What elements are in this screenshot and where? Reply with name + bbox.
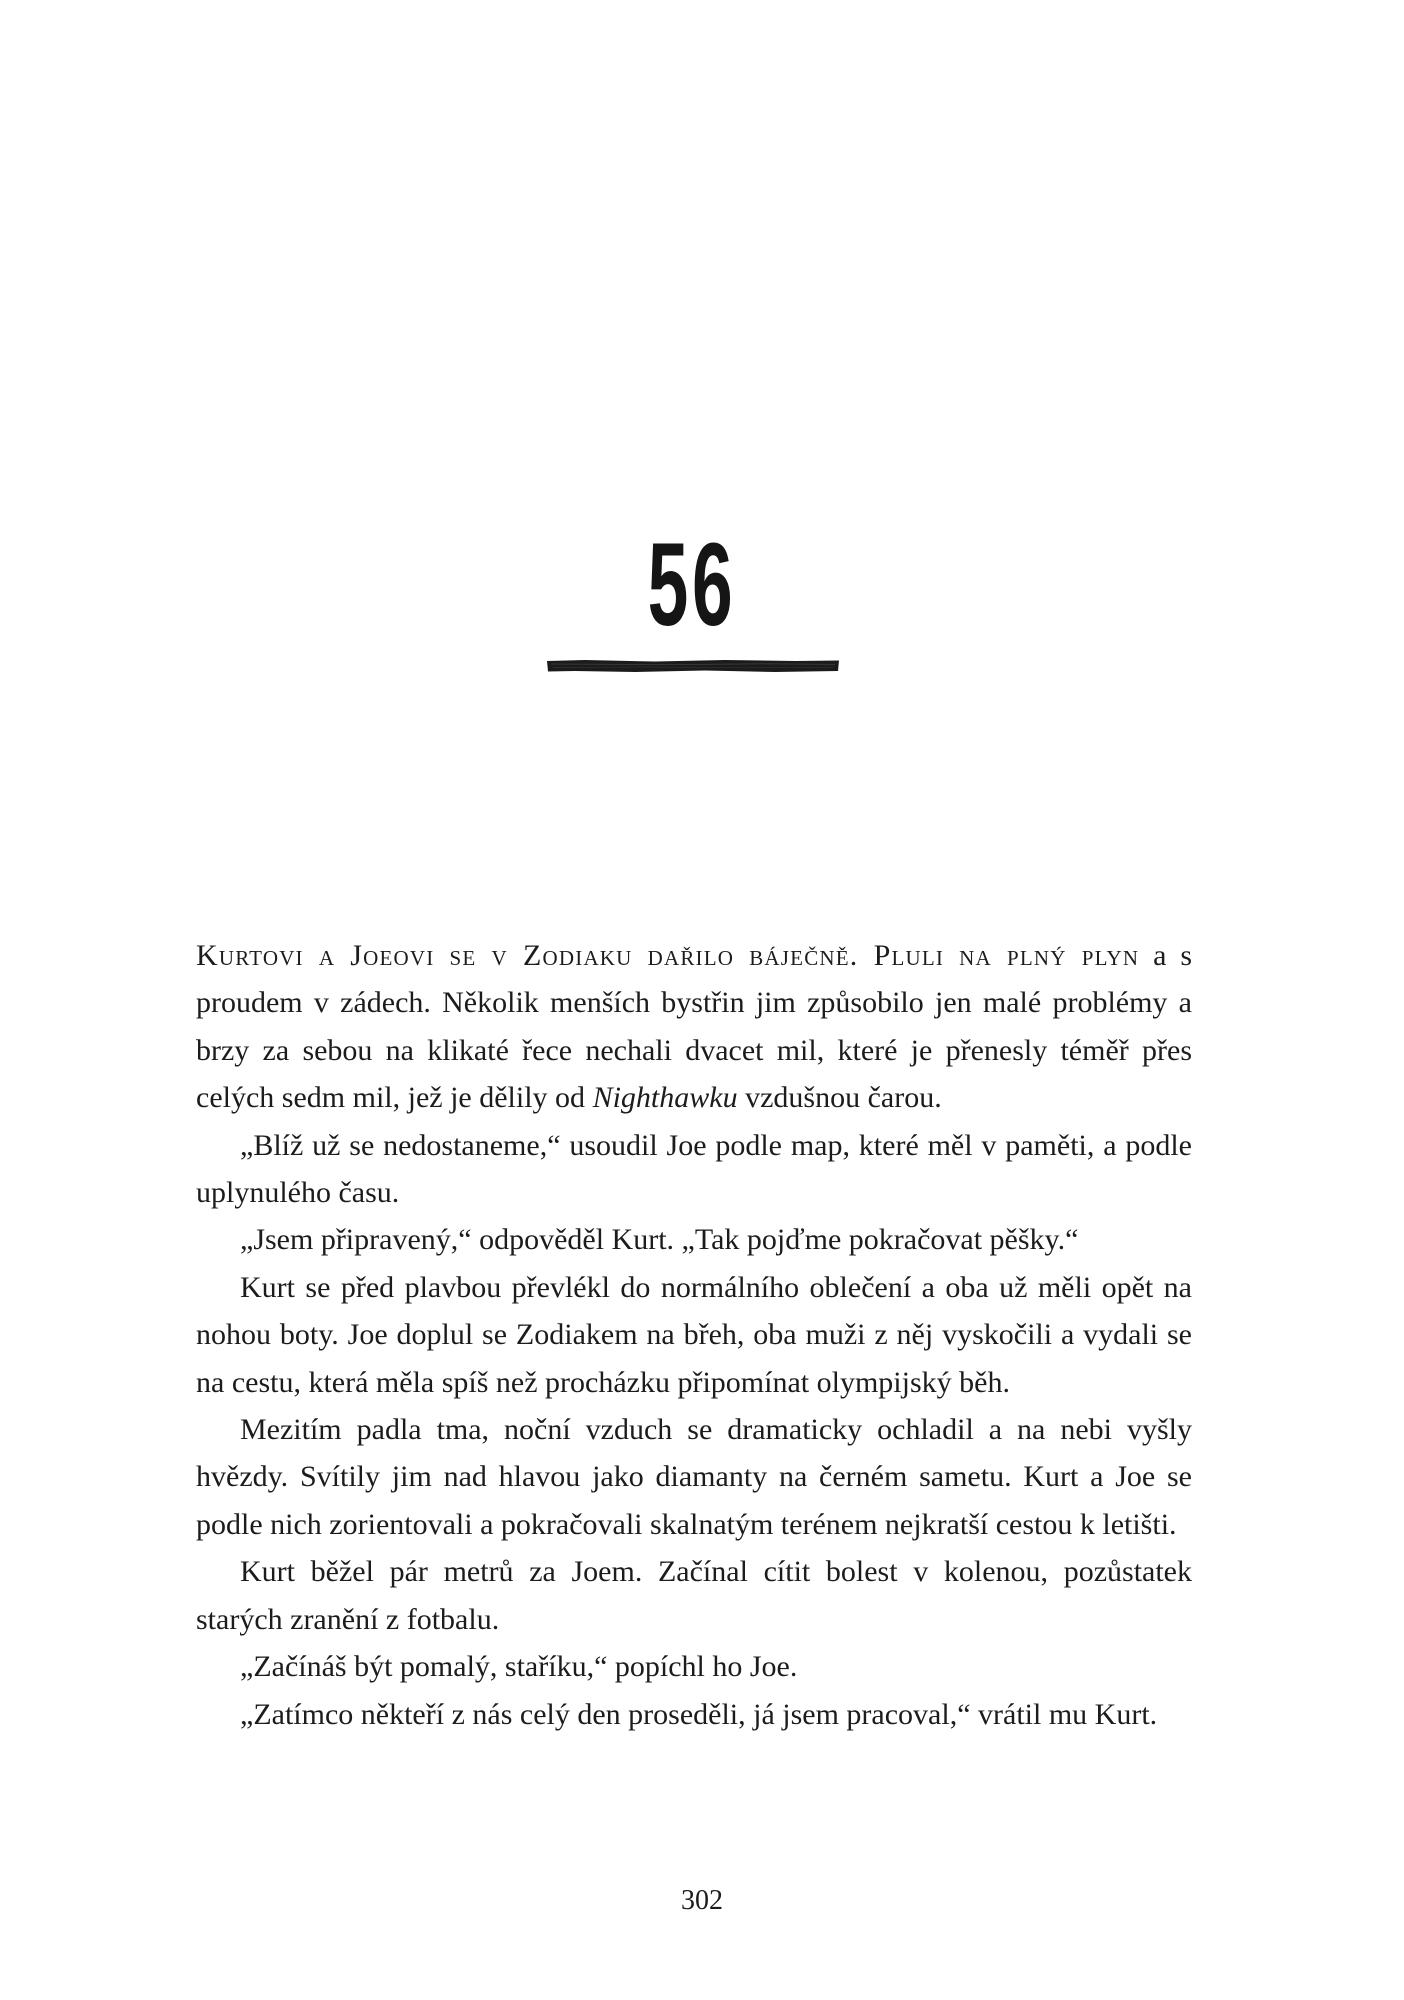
paragraph-1 bbox=[196, 932, 1192, 1122]
paragraph-2: „Blíž už se nedostaneme,“ usoudil Joe podle map, které měl v paměti, a podle uplynulého času. bbox=[196, 1128, 1192, 1210]
chapter-opening-smallcaps: Kurtovi a Joeovi se v Zodiaku dařilo báječně. Pluli na plný plyn bbox=[196, 939, 1140, 972]
chapter-body bbox=[196, 932, 1192, 1738]
paragraph-8: „Zatímco někteří z nás celý den proseděli, já jsem pracoval,“ vrátil mu Kurt. bbox=[240, 1697, 1158, 1731]
paragraph-4: Kurt se před plavbou převlékl do normálního oblečení a oba už měli opět na nohou boty. Joe doplul se Zodiakem na břeh, oba muži z něj vyskočili a vydali se na cestu, která měla spíš než procházku připomínat olympijský běh. bbox=[196, 1270, 1192, 1399]
paragraph-3: „Jsem připravený,“ odpověděl Kurt. „Tak pojďme pokračovat pěšky.“ bbox=[240, 1223, 1079, 1257]
paragraph-6: Kurt běžel pár metrů za Joem. Začínal cítit bolest v kolenou, pozůstatek starých zranění z fotbalu. bbox=[196, 1555, 1192, 1636]
page-number: 302 bbox=[681, 1885, 723, 1916]
aircraft-name-italic: Nighthawku bbox=[592, 1081, 738, 1115]
chapter-number: 56 bbox=[647, 519, 737, 651]
paragraph-1-text-a: a s proudem v zádech. Několik menších bystřin jim způsobilo jen malé problémy a brzy za sebou na klikaté řece nechali dvacet mil, které je přenesly téměř přes celých sedm mil, jež je dělily od bbox=[196, 939, 1192, 1115]
paragraph-5: Mezitím padla tma, noční vzduch se dramaticky ochladil a na nebi vyšly hvězdy. Svítily jim nad hlavou jako diamanty na černém sametu. Kurt a Joe se podle nich zorientovali a pokračovali skalnatým terénem nejkratší cestou k letišti. bbox=[196, 1413, 1192, 1541]
paragraph-7: „Začínáš být pomalý, staříku,“ popíchl ho Joe. bbox=[240, 1650, 798, 1684]
chapter-rule bbox=[545, 658, 841, 674]
paragraph-1-text-b: vzdušnou čarou. bbox=[737, 1081, 942, 1115]
